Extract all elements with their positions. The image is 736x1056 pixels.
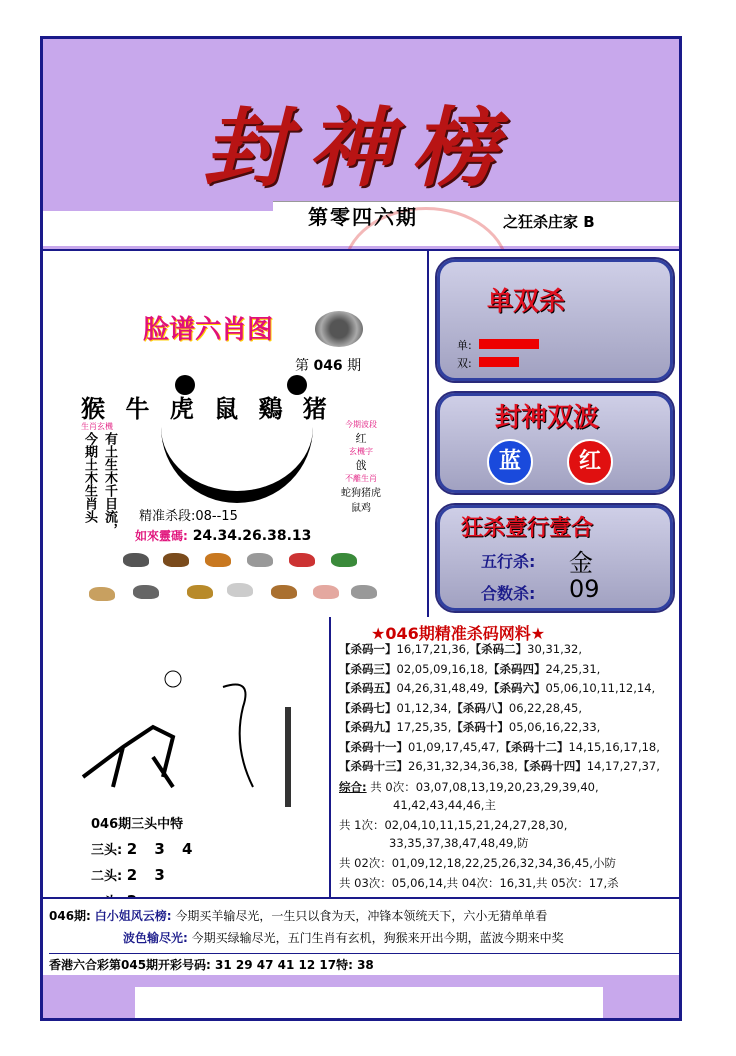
two-heads-value: 2 3 [126, 866, 171, 884]
rabbit-icon [247, 553, 273, 567]
summary-0 [339, 779, 599, 795]
element-kill-box [435, 503, 675, 613]
kill-code-label: 【杀码三】 [339, 661, 397, 676]
kill-code-label: 【杀码十三】 [339, 759, 408, 773]
kill-code-label: 【杀码一】 [339, 642, 397, 656]
summary-3: 共 03次：05,06,14,共 04次：16,31,共 05次：17,杀 [339, 876, 619, 890]
kill-code-values: 05,06,16,22,33, [508, 720, 601, 734]
even-label: 双: [457, 357, 472, 370]
tiger-icon [205, 553, 231, 567]
compass-icon [315, 311, 363, 347]
zodiac-1: 猴 [81, 395, 111, 423]
kill-code-values: 01,12,34, [396, 700, 452, 715]
kill-code-row [339, 739, 660, 755]
kill-code-label: 【杀码九】 [339, 720, 397, 734]
bottom-period: 046期: [49, 909, 91, 923]
kill-code-values: 14,17,27,37, [586, 759, 660, 773]
poster-frame [40, 36, 682, 1021]
bottom-line-2-label: 波色输尽光: [123, 931, 188, 945]
kill-code-row [339, 661, 600, 677]
bottom-line-1-label: 白小姐风云榜: [94, 909, 172, 923]
summary-label: 综合: [339, 780, 367, 794]
sum-label: 合数杀: [481, 584, 536, 603]
face-chart-panel [43, 251, 427, 617]
kill-boxes-panel [427, 251, 682, 617]
bottom-line-1 [49, 907, 547, 924]
snake-icon [331, 553, 357, 567]
red-ball: 红 [567, 439, 613, 485]
kill-code-row [339, 758, 660, 774]
kill-codes-panel [329, 617, 682, 897]
bottom-line-2 [123, 929, 564, 946]
zodiac-6: 猪 [302, 395, 333, 423]
page-title: 封神榜 [203, 98, 515, 199]
issue-number: 第零四六期 [308, 205, 418, 229]
element-label: 五行杀: [481, 552, 536, 571]
ox-icon [163, 553, 189, 567]
summary-1-cont: 33,35,37,38,47,48,49,防 [389, 836, 529, 850]
animal-illustrations [83, 551, 383, 611]
summary-2: 共 02次：01,09,12,18,22,25,26,32,34,36,45,小防 [339, 856, 616, 870]
monkey-icon [187, 585, 213, 599]
kill-code-label: 【杀码十四】 [517, 759, 587, 773]
kill-code-values: 17,25,35, [396, 720, 452, 734]
kill-code-values: 24,25,31, [545, 661, 601, 676]
zodiac-hint-box [81, 421, 137, 536]
zebra-illustration [63, 667, 323, 807]
zodiac-hint-col-2: 今期土木生肖头 [82, 432, 97, 523]
summary-1: 共 1次：02,04,10,11,15,21,24,27,28,30, [339, 818, 568, 832]
three-heads-value: 2 3 4 [126, 840, 199, 858]
face-chart-title: 脸谱六肖图 [143, 315, 274, 345]
lucky-numbers [135, 527, 311, 544]
zodiac-5: 鷄 [258, 395, 289, 423]
bottom-line-2-text: 今期买绿输尽光，五门生肖有玄机，狗猴来开出今期，蓝波今期来中奖 [191, 931, 564, 945]
odd-even-box [435, 257, 675, 383]
kill-code-values: 04,26,31,48,49, [396, 681, 488, 695]
lucky-numbers-value: 24.34.26.38.13 [192, 528, 312, 544]
kill-code-label: 【杀码十二】 [499, 739, 569, 754]
zodiac-4: 鼠 [214, 395, 245, 423]
period-suffix: 期 [347, 358, 362, 374]
kill-code-row [339, 700, 582, 716]
bottom-text-panel [43, 897, 682, 975]
dragon-icon [289, 553, 315, 567]
kill-code-label: 【杀码十一】 [339, 739, 408, 754]
kill-code-label: 【杀码五】 [339, 681, 397, 695]
rooster-icon [227, 583, 253, 597]
kill-code-row [339, 719, 600, 735]
kill-code-row [339, 680, 655, 696]
blue-ball: 蓝 [487, 439, 533, 485]
zodiac-hint-col-1: 有土生木千目流， [102, 432, 117, 536]
footer-white-box [135, 987, 603, 1019]
three-heads-title: 046期三头中特 [91, 817, 184, 832]
sum-value: 09 [569, 575, 600, 603]
kill-code-label: 【杀码四】 [487, 661, 546, 676]
kill-code-values: 26,31,32,34,36,38, [408, 759, 518, 773]
bottom-line-1-text: 今期买羊输尽光，一生只以食为天，冲锋本领统天下，六小无猜单单看 [175, 909, 548, 923]
even-bar [479, 357, 519, 367]
author-label: 之狂杀庄家 B [503, 213, 595, 231]
three-heads-panel [43, 617, 327, 897]
kill-code-values: 16,17,21,36, [396, 642, 470, 656]
header-band-notch [43, 201, 273, 211]
kill-code-values: 05,06,10,11,12,14, [545, 681, 656, 695]
rat-icon [351, 585, 377, 599]
mystery-char-header: 玄機字 [349, 447, 373, 456]
kill-code-values: 02,05,09,16,18, [396, 661, 488, 676]
lower-panel [43, 617, 682, 897]
odd-bar [479, 339, 539, 349]
double-wave-box [435, 391, 675, 495]
period-prefix: 第 [295, 358, 309, 374]
kill-code-label: 【杀码十】 [451, 720, 509, 734]
kill-code-label: 【杀码七】 [339, 700, 397, 715]
wave-hint-header: 今期波段 [345, 420, 377, 429]
lucky-numbers-label: 如來靈碼: [135, 529, 188, 543]
face-chart-period [295, 355, 361, 375]
kill-codes-header: ★046期精准杀码网料★ [371, 624, 546, 643]
mystery-char-value: 戗 [355, 459, 367, 472]
zodiac-2: 牛 [125, 395, 156, 423]
summary-0-text: 共 0次：03,07,08,13,19,20,23,29,39,40, [370, 780, 599, 794]
draw-result: 香港六合彩第045期开彩号码: 31 29 47 41 12 17特: 38 [49, 953, 679, 973]
main-panel [43, 249, 682, 619]
element-kill-title: 狂杀壹行壹合 [461, 516, 594, 541]
kill-code-label: 【杀码八】 [451, 700, 509, 715]
kill-code-values: 01,09,17,45,47, [408, 739, 500, 754]
horse-icon [89, 587, 115, 601]
kill-code-label: 【杀码六】 [487, 681, 546, 695]
pig-icon [313, 585, 339, 599]
kill-code-values: 06,22,28,45, [508, 700, 583, 715]
goat-icon [133, 585, 159, 599]
element-value: 金 [569, 549, 593, 577]
kill-code-values: 14,15,16,17,18, [568, 739, 660, 754]
ox-icon [123, 553, 149, 567]
kill-segment: 精准杀段:08--15 [139, 509, 238, 524]
smile-shape [161, 411, 313, 503]
two-heads-label: 二头: [91, 869, 123, 884]
kill-code-label: 【杀码二】 [469, 642, 528, 656]
kill-code-row [339, 641, 582, 657]
double-wave-title: 封神双波 [495, 403, 600, 433]
wave-hint-box [333, 419, 389, 514]
fixed-zodiac-header: 不離生肖 [345, 474, 377, 483]
kill-code-values: 30,31,32, [527, 642, 583, 656]
wave-hint-value: 红 [355, 432, 367, 445]
three-heads-label: 三头: [91, 843, 123, 858]
odd-even-title: 单双杀 [487, 287, 566, 317]
dog-icon [271, 585, 297, 599]
fixed-zodiac-value: 蛇狗猪虎鼠鸡 [341, 488, 381, 514]
summary-0-cont: 41,42,43,44,46,主 [393, 798, 496, 812]
footer-bar [43, 975, 682, 1021]
odd-label: 单: [457, 339, 472, 352]
period-number: 046 [313, 358, 343, 374]
zodiac-hint-header: 生肖玄機 [81, 422, 113, 431]
zodiac-3: 虎 [169, 395, 200, 423]
